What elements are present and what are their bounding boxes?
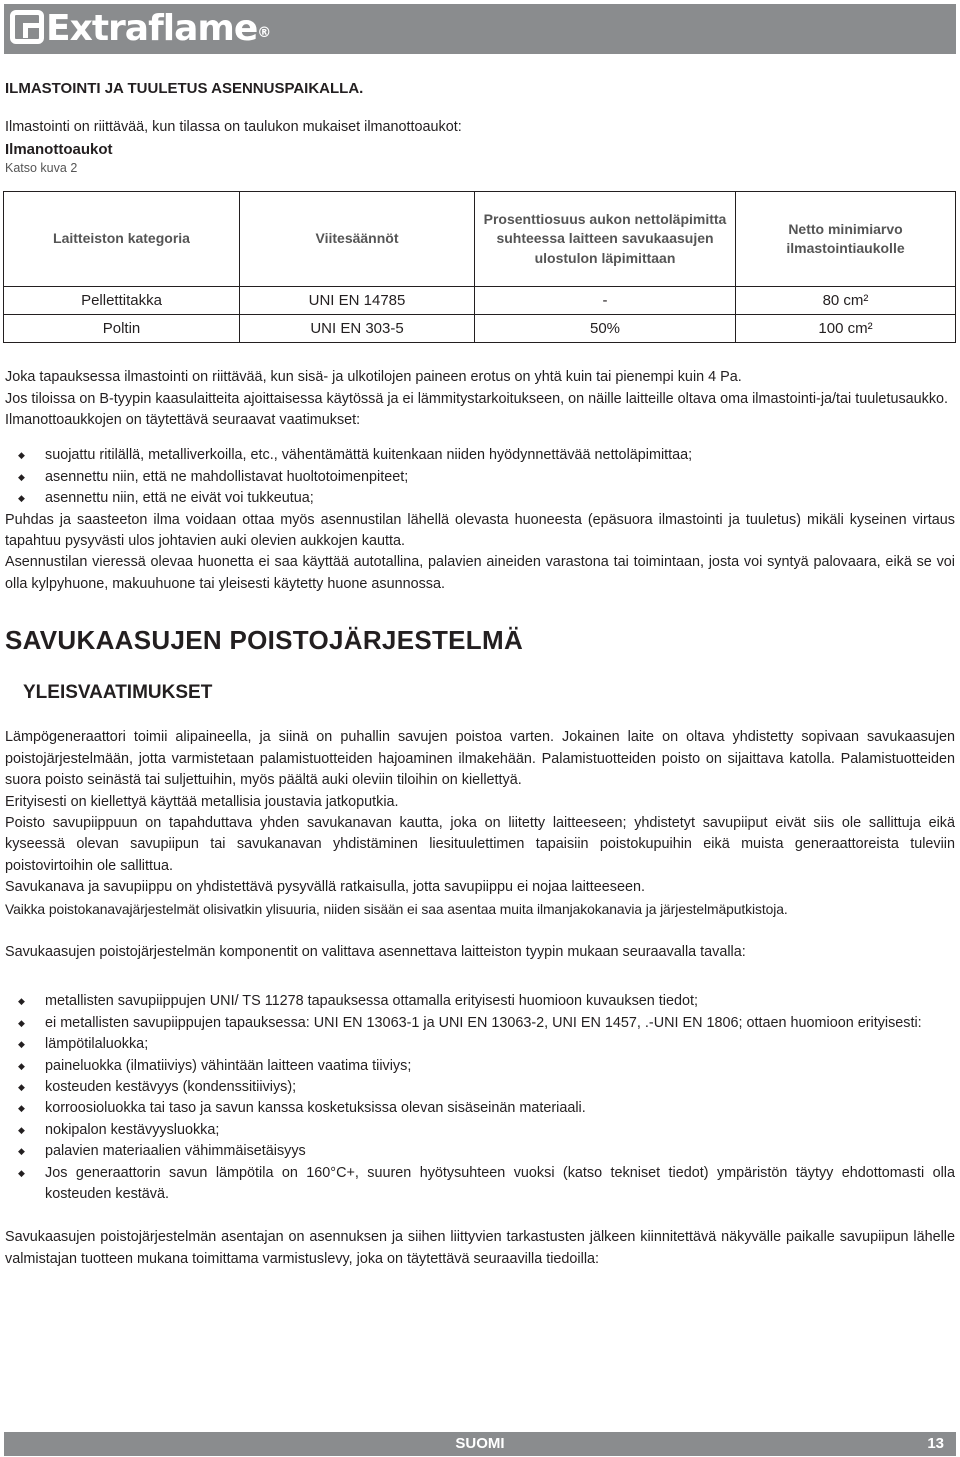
list-item: ◆ kosteuden kestävyys (kondenssitiiviys);: [5, 1077, 955, 1098]
table-header: Viitesäännöt: [240, 192, 475, 287]
table-cell: UNI EN 14785: [240, 287, 475, 315]
subheading: Ilmanottoaukot: [5, 140, 113, 158]
section-title: ILMASTOINTI JA TUULETUS ASENNUSPAIKALLA.: [5, 80, 364, 97]
list-item: ◆ asennettu niin, että ne mahdollistavat huoltotoimenpiteet;: [5, 467, 955, 488]
table-cell: 100 cm²: [736, 315, 956, 343]
list-item: ◆ palavien materiaalien vähimmäisetäisyys: [5, 1141, 955, 1162]
table-header: Laitteiston kategoria: [4, 192, 240, 287]
page-number: 13: [927, 1435, 944, 1452]
table-cell: UNI EN 303-5: [240, 315, 475, 343]
paragraph: Savukanava ja savupiippu on yhdistettävä pysyvällä ratkaisulla, jotta savupiippu ei nojaa laitteeseen.: [5, 879, 645, 896]
intro-text: Ilmastointi on riittävää, kun tilassa on taulukon mukaiset ilmanottoaukot:: [5, 119, 462, 136]
list-item: ◆ metallisten savupiippujen UNI/ TS 11278 tapauksessa ottamalla erityisesti huomioon kuvauksen tiedot;: [5, 991, 955, 1012]
paragraph: Puhdas ja saasteeton ilma voidaan ottaa myös asennustilan lähellä olevasta huoneesta (epäsuora ilmastointi ja tuuletus) mikäli kyseinen virtaus tapahtuu pysyvästi ulos johtavien auki olevien aukkojen kautta.: [5, 511, 955, 550]
figure-note: Katso kuva 2: [5, 161, 78, 176]
list-item: ◆ nokipalon kestävyysluokka;: [5, 1120, 955, 1141]
list-item: ◆ Jos generaattorin savun lämpötila on 160°C+, suuren hyötysuhteen vuoksi (katso tekniset tiedot) ympäristön täytyy ehdottomasti olla kosteuden kestävä.: [5, 1163, 955, 1206]
list-item: ◆ asennettu niin, että ne eivät voi tukkeutua;: [5, 488, 955, 509]
table-cell: Pellettitakka: [4, 287, 240, 315]
page-content: [5, 78, 955, 1270]
list-item: ◆ paineluokka (ilmatiiviys) vähintään laitteen vaatima tiiviys;: [5, 1056, 955, 1077]
paragraph: Savukaasujen poistojärjestelmän komponentit on valittava asennettava laitteiston tyypin mukaan seuraavalla tavalla:: [5, 943, 746, 960]
header-bar: [4, 4, 956, 54]
paragraph: Erityisesti on kiellettyä käyttää metallisia joustavia jatkoputkia.: [5, 793, 399, 810]
paragraph: Jos tiloissa on B-tyypin kaasulaitteita ajoittaisessa käytössä ja ei lämmitystarkoitukseen, on näille laitteille oltava oma ilmastointi-ja/tai tuuletusaukko. Ilmanottoaukkojen on täytettävä seuraavat vaatimukset:: [5, 390, 949, 429]
table-cell: Poltin: [4, 315, 240, 343]
table-cell: 80 cm²: [736, 287, 956, 315]
components-list: [5, 991, 955, 1205]
paragraph: Savukaasujen poistojärjestelmän asentajan on asennuksen ja siihen liittyvien tarkastusten jälkeen kiinnitettävä näkyvälle paikalle savupiipun lähelle valmistajan tuotteen mukana toimittama varmistuslevy, joka on täytettävä seuraavilla tiedoilla:: [5, 1229, 955, 1267]
main-heading: SAVUKAASUJEN POISTOJÄRJESTELMÄ: [5, 625, 524, 656]
list-item: ◆ suojattu ritilällä, metalliverkoilla, etc., vähentämättä kuitenkaan niiden hyödynnettävää nettoläpimittaa;: [5, 445, 955, 466]
table-cell: 50%: [475, 315, 736, 343]
registered-mark: ®: [257, 25, 271, 41]
table-cell: -: [475, 287, 736, 315]
brand-name: Extraflame: [46, 8, 258, 49]
list-item: ◆ lämpötilaluokka;: [5, 1034, 955, 1055]
table-header-row: [4, 192, 956, 287]
ventilation-table: [3, 191, 956, 343]
table-header: Netto minimiarvo ilmastointiaukolle: [736, 192, 956, 287]
paragraph: Asennustilan vieressä olevaa huonetta ei saa käyttää autotallina, palavien aineiden varastona tai toimintaan, josta voi syntyä palovaara, eikä se voi olla kylpyhuone, makuuhuone tai yleisesti käytetty huone asunnossa.: [5, 554, 955, 592]
table-row: [4, 315, 956, 343]
paragraph: Poisto savupiippuun on tapahduttava yhden savukanavan kautta, joka on liitetty laitteeseen; yhdistetyt savupiiput eivät siis ole sallittuja eikä kyseessä olevan savupiipun tai savukanavan yhdistäminen liesituulettimen tapaisiin poistokupuihin eikä muista generaattoreista tuleviin poistovirtoihin ole sallittua.: [5, 814, 955, 874]
list-item: ◆ korroosioluokka tai taso ja savun kanssa kosketuksissa olevan sisäseinän materiaali.: [5, 1098, 955, 1119]
requirements-list: [5, 445, 955, 509]
table-row: [4, 287, 956, 315]
list-item: ◆ ei metallisten savupiippujen tapauksessa: UNI EN 13063-1 ja UNI EN 13063-2, UNI EN 1457, .-UNI EN 1806; ottaen huomioon erityisesti:: [5, 1013, 955, 1034]
footer-bar: [4, 1432, 956, 1456]
table-header: Prosenttiosuus aukon nettoläpimitta suhteessa laitteen savukaasujen ulostulon läpimittaan: [475, 192, 736, 287]
footer-language: SUOMI: [455, 1435, 505, 1452]
brand-logo: [10, 8, 270, 50]
paragraph: Joka tapauksessa ilmastointi on riittävää, kun sisä- ja ulkotilojen paineen erotus on yhtä kuin tai pienempi kuin 4 Pa.: [5, 369, 742, 386]
logo-mark-icon: [10, 10, 44, 44]
sub-heading: YLEISVAATIMUKSET: [23, 682, 213, 704]
paragraph: Lämpögeneraattori toimii alipaineella, ja siinä on puhallin savujen poistoa varten. Jokainen laite on oltava yhdistetty sopivaan savukaasujen poistojärjestelmään, jotta varmistetaan palamistuotteiden hajoaminen ilmakehään. Palamistuotteiden poisto on sijaittava katolla. Palamistuotteiden suora poisto seinästä tai suljettuihin, myös päältä auki oleviin tiloihin on kiellettyä.: [5, 729, 955, 789]
paragraph: Vaikka poistokanavajärjestelmät olisivatkin ylisuuria, niiden sisään ei saa asentaa muita ilmanjakokanavia ja järjestelmäputkistoja.: [5, 900, 788, 917]
